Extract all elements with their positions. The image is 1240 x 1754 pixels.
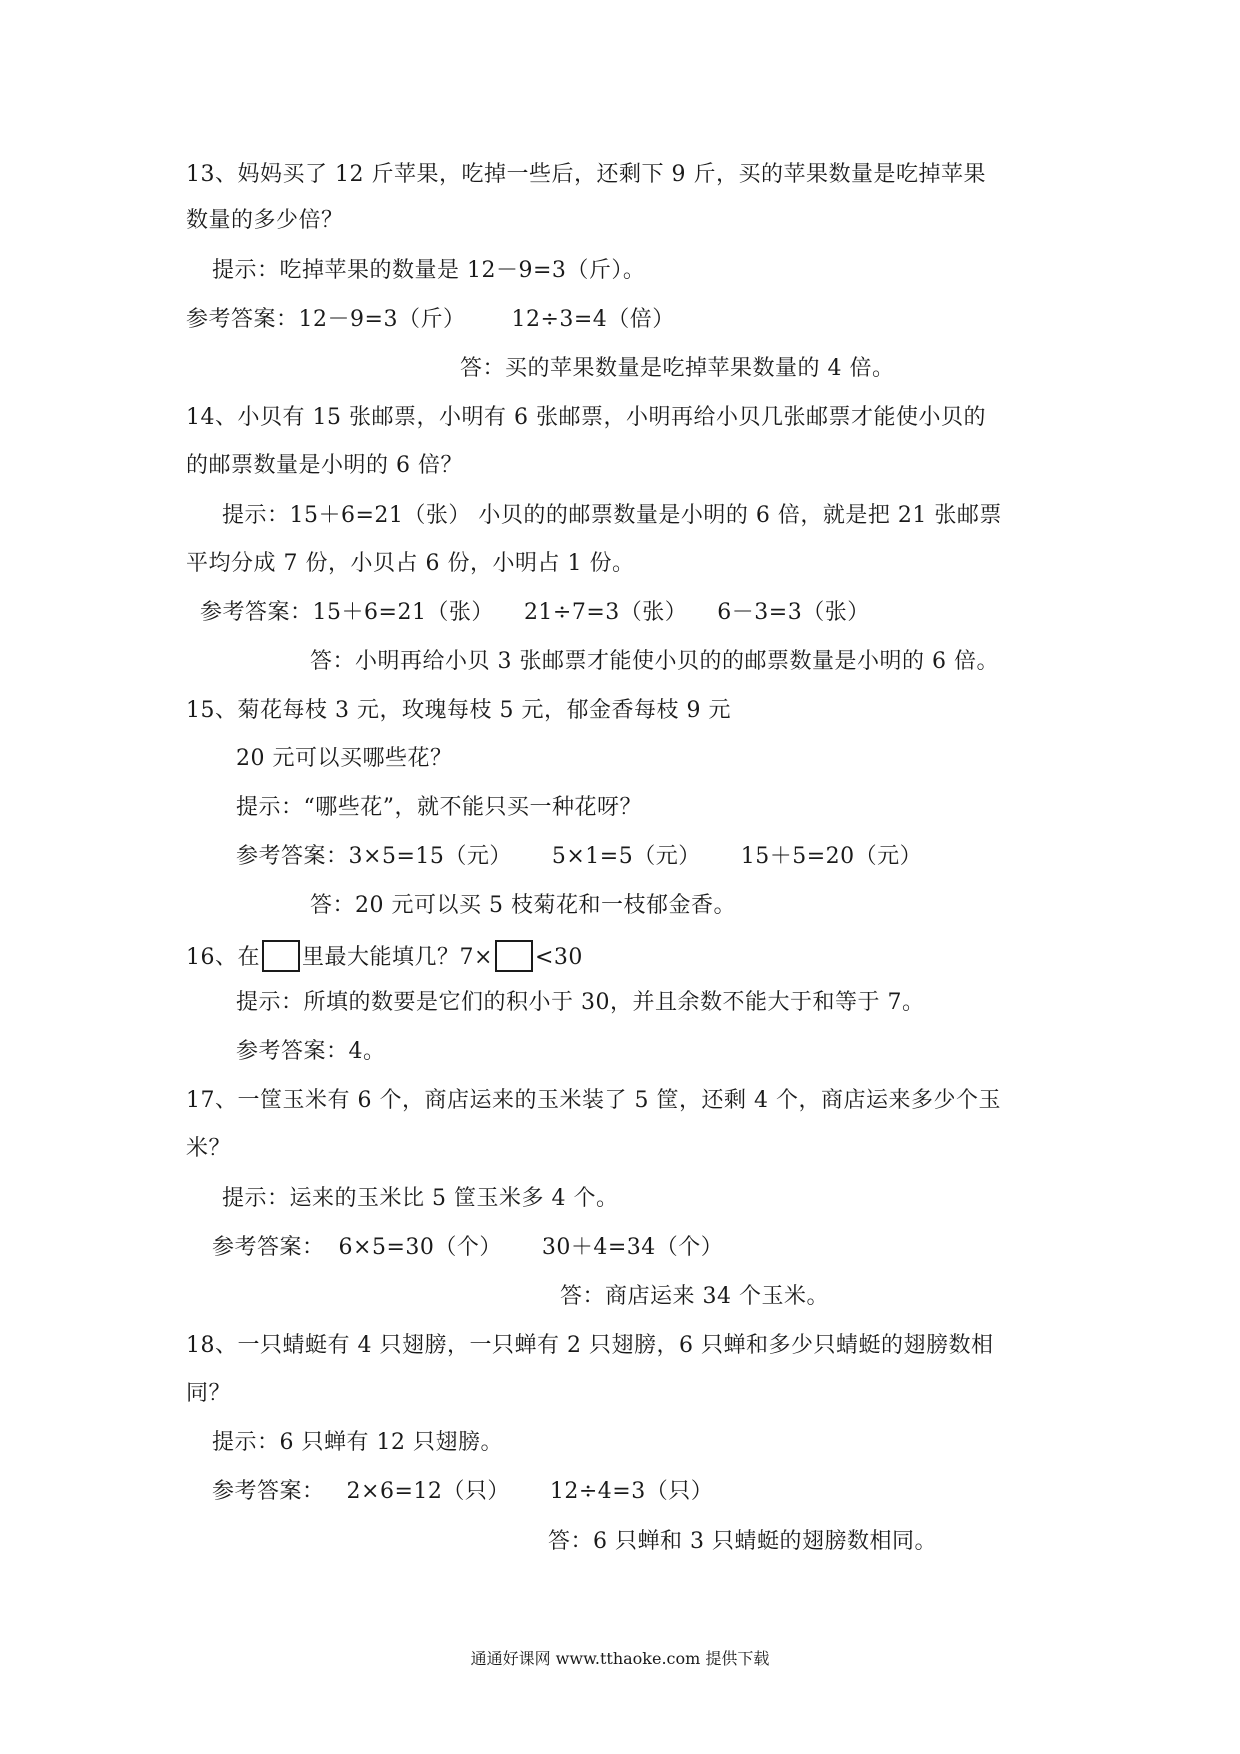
q14-question-line1: 14、小贝有 15 张邮票，小明有 6 张邮票，小明再给小贝几张邮票才能使小贝的 xyxy=(186,405,986,430)
q17-ref-step2: 30＋4=34（个） xyxy=(541,1235,724,1260)
q18-answer: 答：6 只蝉和 3 只蜻蜓的翅膀数相同。 xyxy=(548,1529,937,1554)
page-footer: 通通好课网 www.tthaoke.com 提供下载 xyxy=(470,1649,770,1668)
q15-hint: 提示：“哪些花”，就不能只买一种花呀？ xyxy=(236,795,642,820)
q17-ref-label: 参考答案： xyxy=(212,1235,325,1260)
q14-ref-step3: 6－3=3（张） xyxy=(717,600,870,625)
q18-question-line2: 同？ xyxy=(186,1381,232,1406)
q18-ref-step1: 2×6=12（只） xyxy=(346,1479,510,1504)
q15-question-line1: 15、菊花每枝 3 元，玫瑰每枝 5 元，郁金香每枝 9 元 xyxy=(186,698,731,723)
q13-hint: 提示：吃掉苹果的数量是 12－9=3（斤）。 xyxy=(212,258,646,283)
q14-ref-label: 参考答案： xyxy=(200,600,313,625)
q15-answer: 答：20 元可以买 5 枝菊花和一枝郁金香。 xyxy=(310,893,736,918)
q16-hint: 提示：所填的数要是它们的积小于 30，并且余数不能大于和等于 7。 xyxy=(236,990,925,1015)
q16-reference-answer: 参考答案：4。 xyxy=(236,1039,386,1064)
q15-ref-step3: 15＋5=20（元） xyxy=(740,844,923,869)
blank-box-icon xyxy=(262,940,300,972)
q16-suffix: <30 xyxy=(534,945,583,970)
q14-hint-line2: 平均分成 7 份，小贝占 6 份，小明占 1 份。 xyxy=(186,551,635,576)
q17-ref-step1: 6×5=30（个） xyxy=(338,1235,502,1260)
q13-ref-label: 参考答案： xyxy=(186,307,299,332)
q17-question-line1: 17、一筐玉米有 6 个，商店运来的玉米装了 5 筐，还剩 4 个，商店运来多少个玉 xyxy=(186,1088,1001,1113)
q15-question-line2: 20 元可以买哪些花？ xyxy=(236,746,453,771)
q13-answer: 答：买的苹果数量是吃掉苹果数量的 4 倍。 xyxy=(460,356,895,381)
q13-question-line2: 数量的多少倍？ xyxy=(186,208,344,233)
q15-ref-label: 参考答案： xyxy=(236,844,349,869)
q15-reference-answer xyxy=(236,842,922,872)
q14-ref-step1: 15＋6=21（张） xyxy=(312,600,494,625)
q14-question-line2: 的邮票数量是小明的 6 倍？ xyxy=(186,453,463,478)
q17-answer: 答：商店运来 34 个玉米。 xyxy=(560,1284,829,1309)
q17-question-line2: 米？ xyxy=(186,1136,232,1161)
q15-ref-step1: 3×5=15（元） xyxy=(348,844,512,869)
q18-question-line1: 18、一只蜻蜓有 4 只翅膀，一只蝉有 2 只翅膀，6 只蝉和多少只蜻蜓的翅膀数相 xyxy=(186,1333,994,1358)
q18-hint: 提示：6 只蝉有 12 只翅膀。 xyxy=(212,1430,503,1455)
blank-box-icon xyxy=(495,940,533,972)
q14-reference-answer xyxy=(200,598,870,628)
q13-question-line1: 13、妈妈买了 12 斤苹果，吃掉一些后，还剩下 9 斤，买的苹果数量是吃掉苹果 xyxy=(186,162,986,187)
q18-ref-step2: 12÷4=3（只） xyxy=(549,1479,714,1504)
q16-question xyxy=(186,940,583,973)
q13-ref-step1: 12－9=3（斤） xyxy=(298,307,466,332)
q16-prefix: 16、在 xyxy=(186,945,260,970)
q14-answer: 答：小明再给小贝 3 张邮票才能使小贝的的邮票数量是小明的 6 倍。 xyxy=(310,649,999,674)
q17-hint: 提示：运来的玉米比 5 筐玉米多 4 个。 xyxy=(222,1186,619,1211)
q14-ref-step2: 21÷7=3（张） xyxy=(523,600,688,625)
q18-reference-answer xyxy=(212,1477,713,1507)
q14-hint-line1: 提示：15＋6=21（张） 小贝的的邮票数量是小明的 6 倍，就是把 21 张邮票 xyxy=(222,503,1002,528)
q18-ref-label: 参考答案： xyxy=(212,1479,325,1504)
q16-middle: 里最大能填几？7× xyxy=(302,945,493,970)
q17-reference-answer xyxy=(212,1233,723,1263)
q13-reference-answer xyxy=(186,305,675,335)
q15-ref-step2: 5×1=5（元） xyxy=(551,844,701,869)
q13-ref-step2: 12÷3=4（倍） xyxy=(511,307,675,332)
